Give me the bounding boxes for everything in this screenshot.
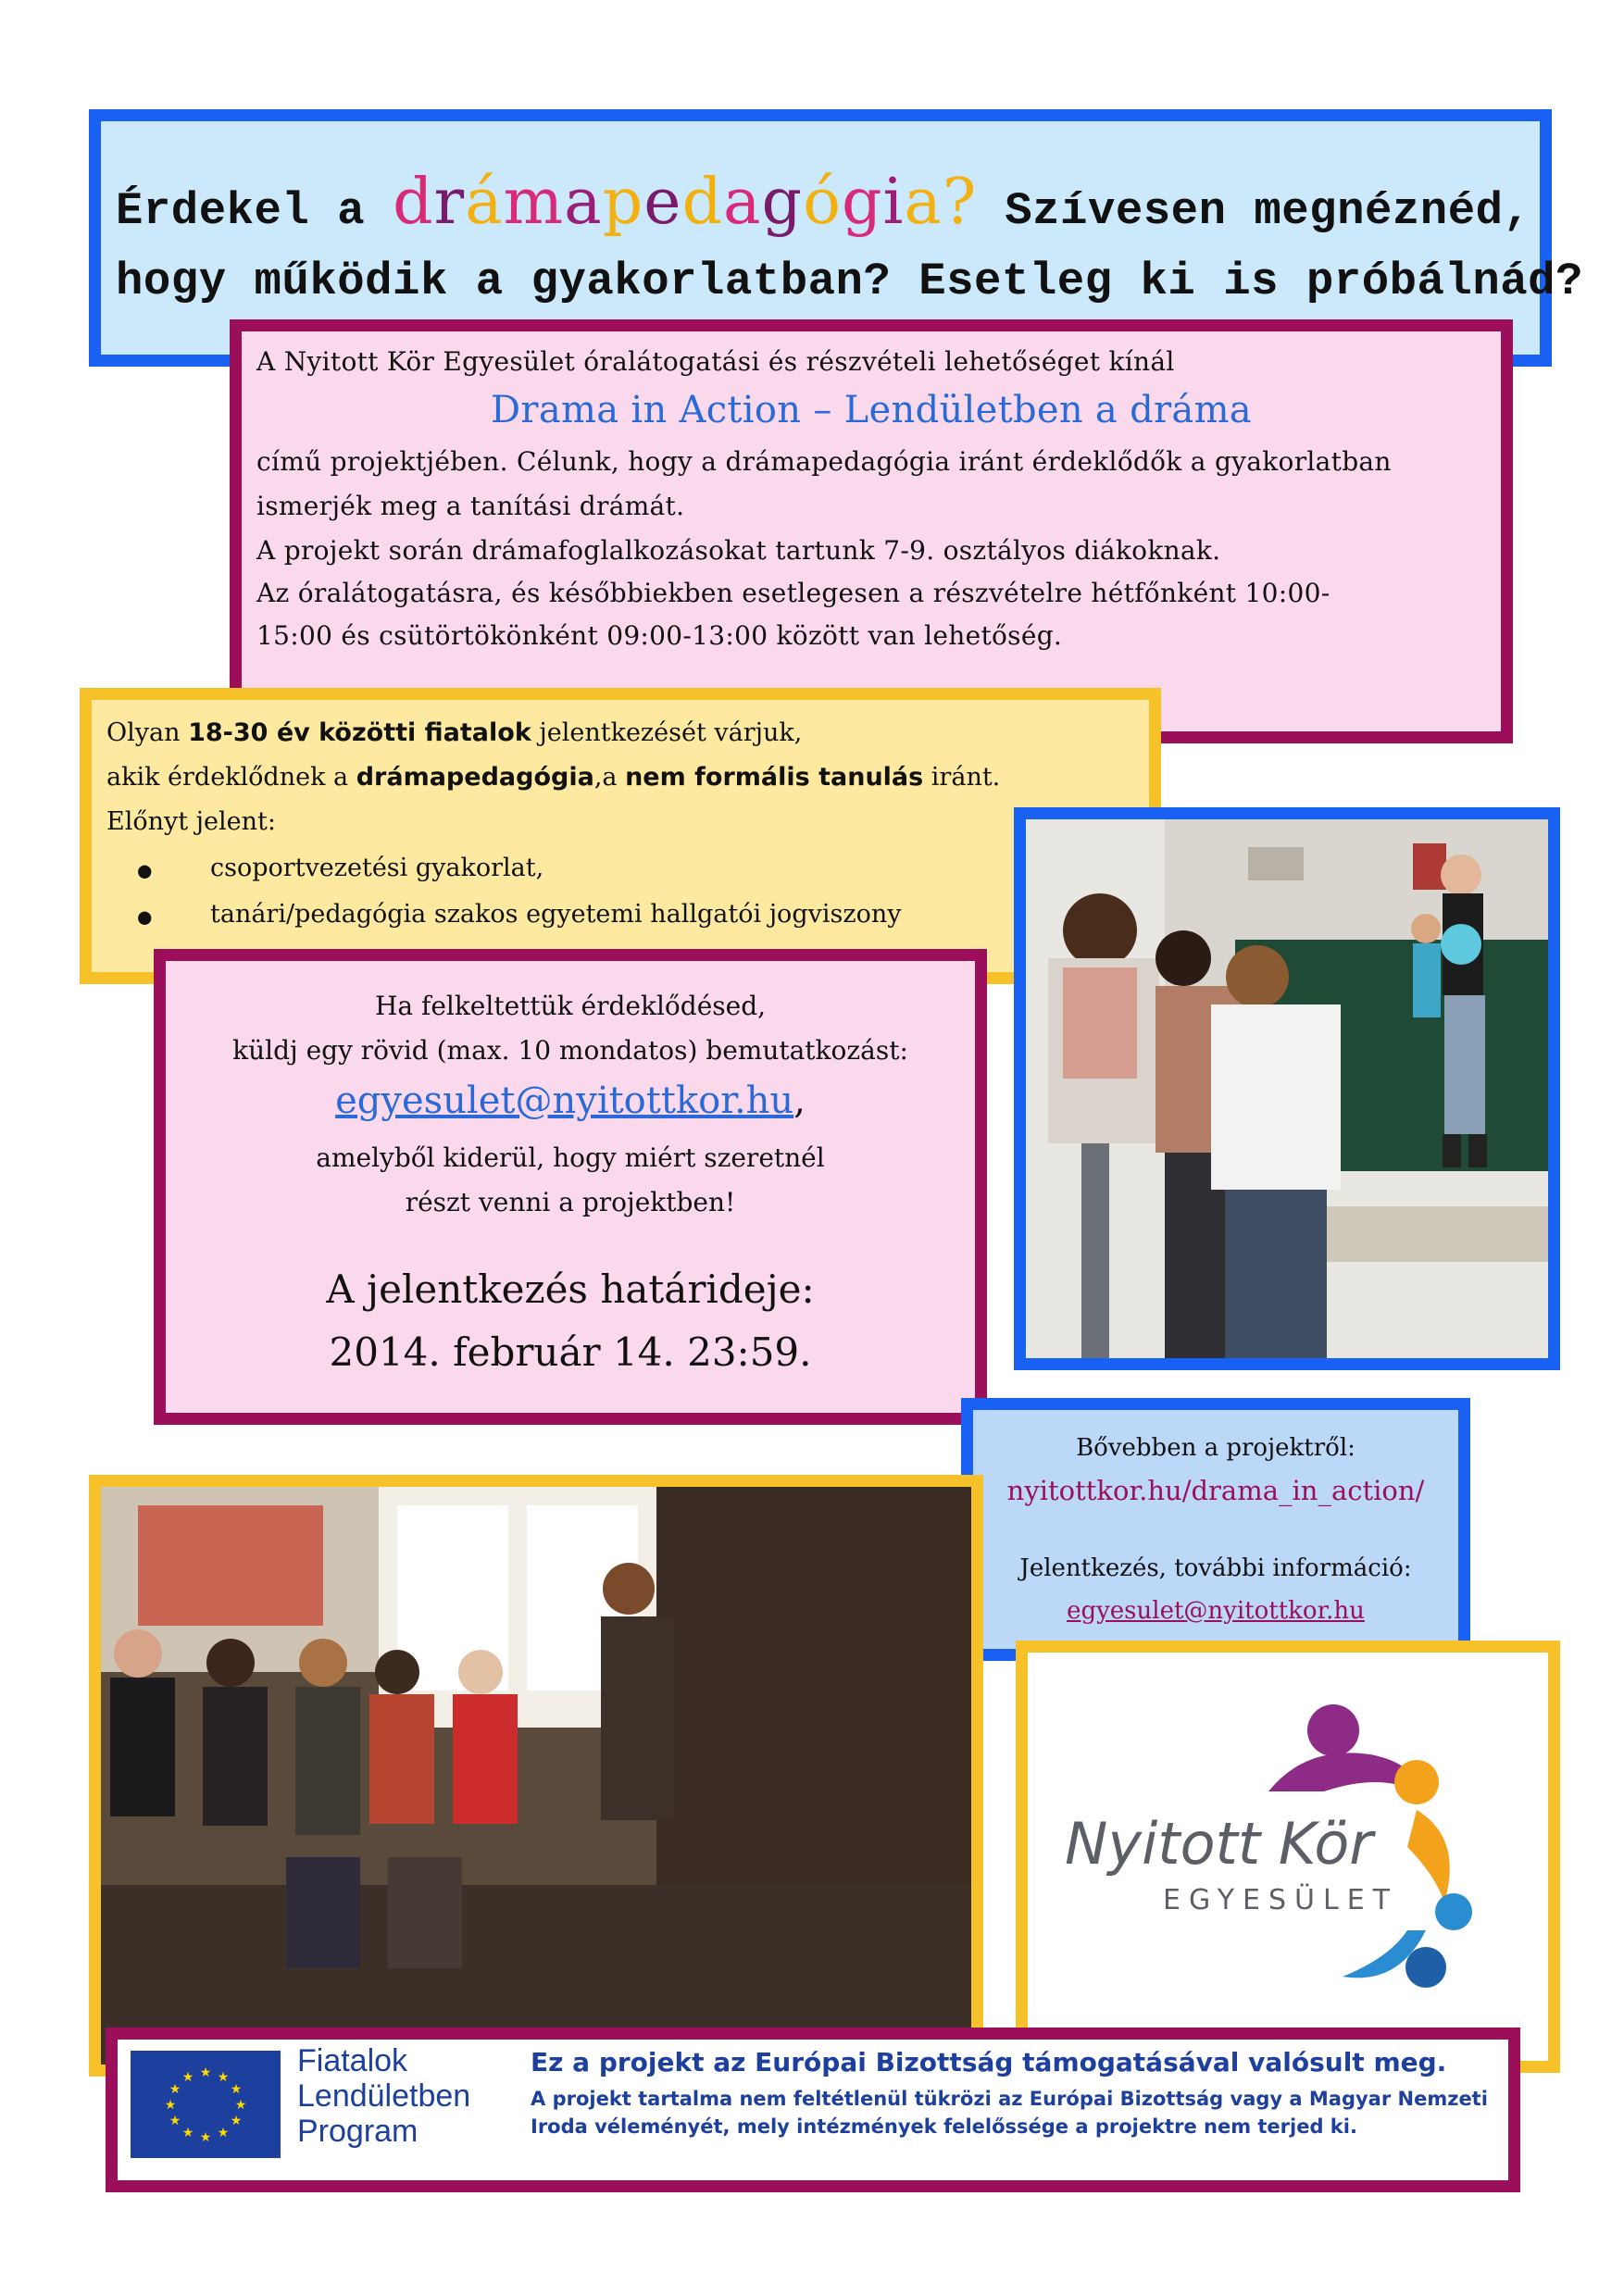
classroom-photo-image xyxy=(1026,819,1548,1358)
highlight-letter: g xyxy=(842,166,883,239)
highlight-letter: g xyxy=(761,166,804,239)
svg-text:★: ★ xyxy=(217,2070,230,2085)
audience-line-1 xyxy=(106,718,802,747)
headline-highlight-word xyxy=(393,166,977,239)
bold-text: drámapedagógia xyxy=(356,763,594,792)
disclaimer-line-1: A projekt tartalma nem feltétlenül tükrözi az Európai Bizottság vagy a Magyar Nemzeti xyxy=(531,2088,1488,2110)
text: akik érdeklődnek a xyxy=(106,763,356,792)
logo-subtitle: EGYESÜLET xyxy=(1163,1884,1398,1916)
project-url-link[interactable]: nyitottkor.hu/drama_in_action/ xyxy=(1006,1475,1425,1506)
group-photo-image xyxy=(101,1487,971,2065)
bullet-item: csoportvezetési gyakorlat, xyxy=(210,854,544,882)
audience-box xyxy=(80,688,1161,984)
highlight-letter: d xyxy=(393,166,434,239)
application-box xyxy=(154,949,987,1425)
highlight-letter: a xyxy=(564,166,603,239)
headline-prefix: Érdekel a xyxy=(116,185,394,237)
program-line: Lendületben xyxy=(297,2078,471,2114)
intro-line-4: A projekt során drámafoglalkozásokat tartunk 7-9. osztályos diákoknak. xyxy=(256,535,1221,566)
highlight-letter: a xyxy=(723,166,762,239)
svg-text:★: ★ xyxy=(230,2114,243,2128)
bullet-item: tanári/pedagógia szakos egyetemi hallgatói jogviszony xyxy=(210,900,902,929)
deadline-date: 2014. február 14. 23:59. xyxy=(329,1329,812,1375)
footer-box xyxy=(106,2028,1520,2192)
svg-text:★: ★ xyxy=(181,2126,194,2140)
text: iránt. xyxy=(923,763,1001,792)
highlight-letter: m xyxy=(503,166,565,239)
apply-line-3: amelyből kiderül, hogy miért szeretnél xyxy=(316,1142,825,1173)
info-line-2: Jelentkezés, további információ: xyxy=(1019,1554,1412,1582)
eu-stars-icon xyxy=(131,2051,281,2158)
deadline-label: A jelentkezés határideje: xyxy=(326,1267,815,1312)
group-photo xyxy=(89,1475,983,2077)
audience-line-3: Előnyt jelent: xyxy=(106,807,276,836)
program-line: Program xyxy=(297,2114,418,2149)
svg-text:★: ★ xyxy=(199,2065,212,2080)
apply-line-1: Ha felkeltettük érdeklődésed, xyxy=(374,991,767,1021)
highlight-letter: i xyxy=(882,166,905,239)
info-line-1: Bővebben a projektről: xyxy=(1076,1434,1355,1462)
svg-text:★: ★ xyxy=(217,2126,230,2140)
disclaimer-line-2: Iroda véleményét, mely intézmények felelőssége a projektre nem terjed ki. xyxy=(531,2115,1357,2138)
highlight-letter: d xyxy=(681,166,723,239)
audience-line-2 xyxy=(106,763,1000,792)
intro-line-5: Az óralátogatásra, és későbbiekben esetlegesen a részvételre hétfőnként 10:00- xyxy=(256,578,1330,608)
svg-text:★: ★ xyxy=(234,2098,247,2113)
headline-line-1 xyxy=(116,166,1530,239)
bold-text: nem formális tanulás xyxy=(625,763,924,792)
highlight-letter: p xyxy=(602,166,644,239)
project-title: Drama in Action – Lendületben a dráma xyxy=(491,389,1252,431)
intro-box xyxy=(230,319,1513,743)
info-box xyxy=(961,1398,1470,1661)
svg-text:★: ★ xyxy=(230,2082,243,2097)
email-suffix: , xyxy=(793,1079,806,1122)
svg-text:★: ★ xyxy=(169,2114,181,2128)
intro-line-6: 15:00 és csütörtökönként 09:00-13:00 között van lehetőség. xyxy=(256,620,1063,651)
email-link[interactable]: egyesulet@nyitottkor.hu xyxy=(335,1079,794,1122)
bold-text: 18-30 év közötti fiatalok xyxy=(188,718,531,747)
intro-line-2: című projektjében. Célunk, hogy a drámapedagógia iránt érdeklődők a gyakorlatban xyxy=(256,446,1392,477)
intro-line-3: ismerjék meg a tanítási drámát. xyxy=(256,491,685,521)
apply-email-line xyxy=(166,1079,975,1122)
svg-text:★: ★ xyxy=(181,2070,194,2085)
apply-line-2: küldj egy rövid (max. 10 mondatos) bemutatkozást: xyxy=(232,1035,908,1066)
program-name xyxy=(297,2043,470,2149)
headline-suffix: Szívesen megnéznéd, xyxy=(977,185,1531,237)
text: jelentkezését várjuk, xyxy=(531,718,803,747)
bullet-icon: ● xyxy=(138,857,152,883)
info-email-wrap xyxy=(973,1597,1458,1625)
funding-statement: Ez a projekt az Európai Bizottság támogatásával valósult meg. xyxy=(531,2047,1447,2078)
text: Olyan xyxy=(106,718,189,747)
highlight-letter: ? xyxy=(942,166,978,239)
highlight-letter: a xyxy=(904,166,943,239)
apply-line-4: részt venni a projektben! xyxy=(405,1187,736,1217)
text: ,a xyxy=(593,763,626,792)
svg-text:★: ★ xyxy=(164,2098,177,2113)
intro-line-1: A Nyitott Kör Egyesület óralátogatási és részvételi lehetőséget kínál xyxy=(256,346,1175,377)
highlight-letter: e xyxy=(643,166,682,239)
highlight-letter: r xyxy=(433,166,466,239)
classroom-photo xyxy=(1014,807,1560,1370)
info-email-link[interactable]: egyesulet@nyitottkor.hu xyxy=(1067,1597,1365,1625)
eu-flag-icon xyxy=(131,2051,281,2158)
highlight-letter: á xyxy=(465,166,504,239)
bullet-icon: ● xyxy=(138,904,152,930)
svg-text:★: ★ xyxy=(199,2130,212,2145)
nyitott-kor-logo-box xyxy=(1016,1641,1560,2073)
program-line: Fiatalok xyxy=(297,2043,408,2078)
svg-text:★: ★ xyxy=(169,2082,181,2097)
highlight-letter: ó xyxy=(803,166,843,239)
headline-line-2: hogy működik a gyakorlatban? Esetleg ki is próbálnád? xyxy=(116,256,1583,307)
logo-name: Nyitott Kör xyxy=(1065,1810,1373,1878)
